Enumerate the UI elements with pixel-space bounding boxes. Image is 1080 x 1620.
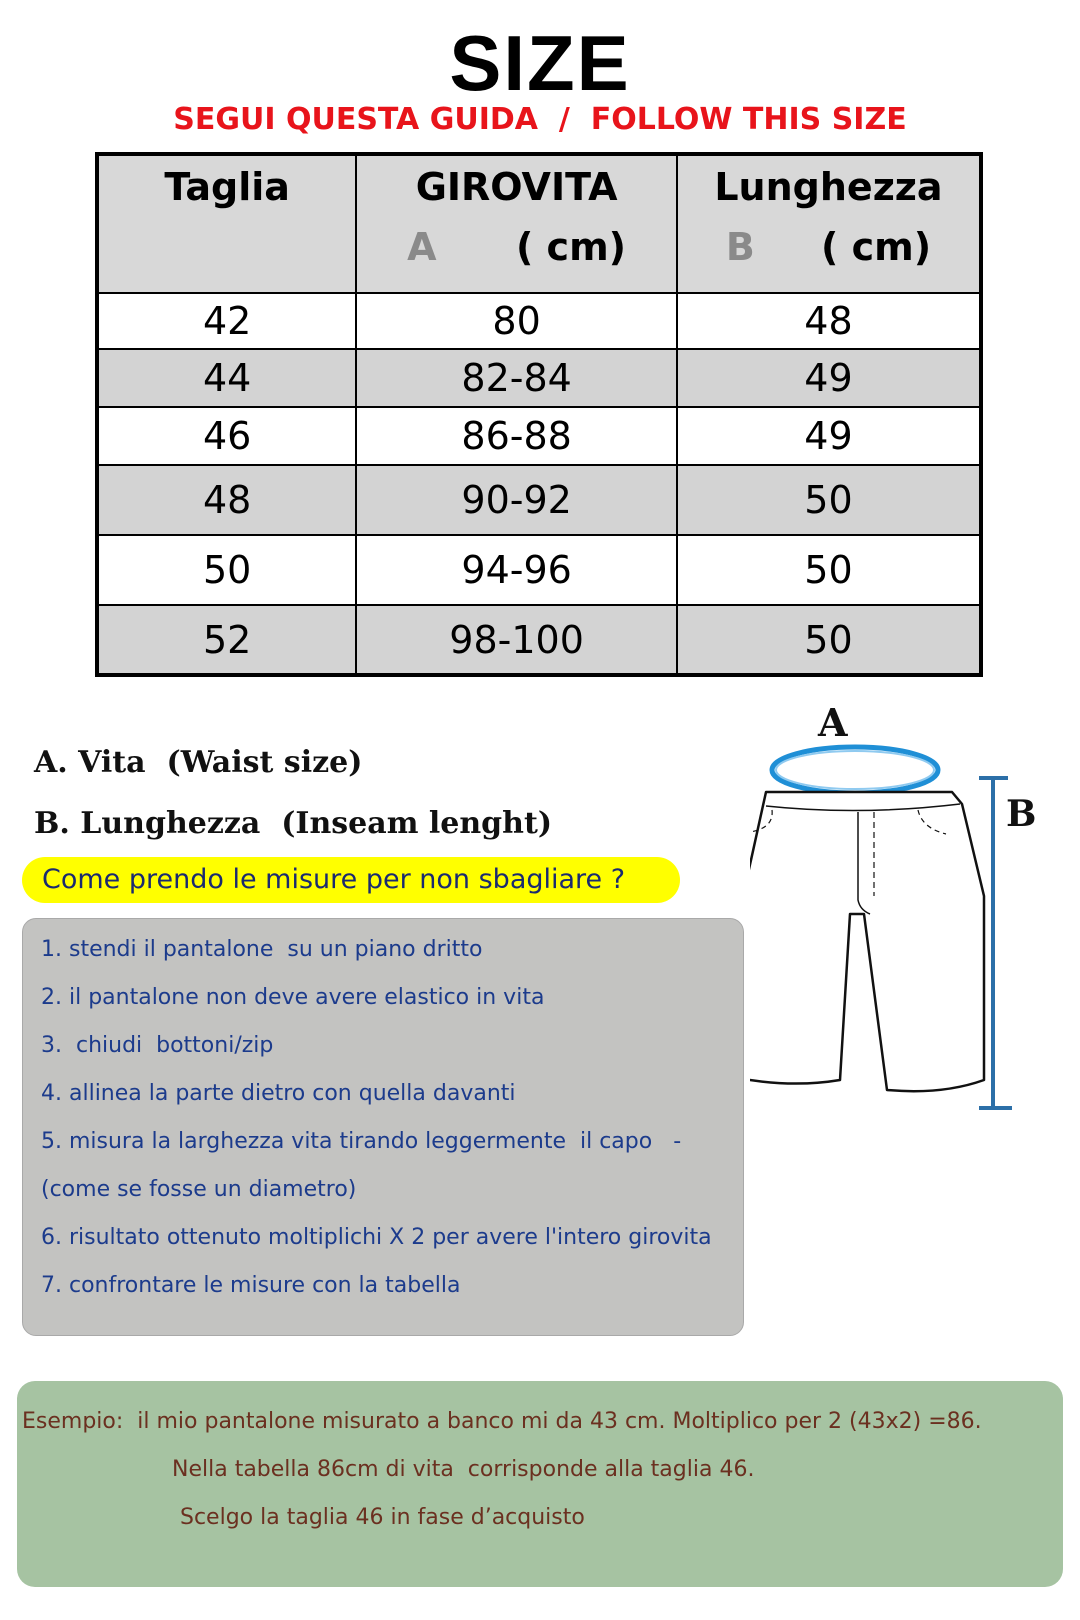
cell-size: 42 — [97, 293, 356, 349]
cell-length: 49 — [677, 407, 981, 465]
legend-waist: A. Vita (Waist size) — [34, 745, 363, 780]
page-title: SIZE — [449, 19, 631, 107]
cell-waist: 98-100 — [356, 605, 677, 675]
instruction-step: 7. confrontare le misure con la tabella — [41, 1273, 461, 1298]
table-header-row — [97, 154, 981, 293]
instruction-step: 6. risultato ottenuto moltiplichi X 2 per avere l'intero girovita — [41, 1225, 712, 1250]
cell-size: 46 — [97, 407, 356, 465]
example-line: Nella tabella 86cm di vita corrisponde alla taglia 46. — [172, 1457, 755, 1482]
header-lunghezza-letter: B — [725, 225, 755, 269]
cell-length: 50 — [677, 465, 981, 535]
example-line: Esempio: il mio pantalone misurato a banco mi da 43 cm. Moltiplico per 2 (43x2) =86. — [22, 1409, 982, 1434]
cell-length: 48 — [677, 293, 981, 349]
example-line: Scelgo la taglia 46 in fase d’acquisto — [180, 1505, 585, 1530]
table-row — [97, 407, 981, 465]
page-subtitle: SEGUI QUESTA GUIDA / FOLLOW THIS SIZE — [173, 102, 907, 137]
shorts-diagram — [750, 700, 1080, 1140]
cell-size: 50 — [97, 535, 356, 605]
shorts-illustration — [750, 700, 1080, 1140]
header-lunghezza — [677, 154, 981, 293]
cell-length: 49 — [677, 349, 981, 407]
waist-ring-highlight — [776, 751, 934, 789]
legend-length: B. Lunghezza (Inseam lenght) — [34, 806, 553, 841]
cell-length: 50 — [677, 535, 981, 605]
table-row — [97, 605, 981, 675]
table-row — [97, 293, 981, 349]
instructions-panel — [22, 918, 744, 1336]
instruction-step: 3. chiudi bottoni/zip — [41, 1033, 274, 1058]
cell-waist: 82-84 — [356, 349, 677, 407]
cell-waist: 80 — [356, 293, 677, 349]
header-girovita — [356, 154, 677, 293]
instruction-step: 1. stendi il pantalone su un piano dritto — [41, 937, 483, 962]
table-row — [97, 535, 981, 605]
example-panel — [17, 1381, 1063, 1587]
label-a: A — [818, 700, 848, 745]
header-lunghezza-unit: ( cm) — [820, 225, 932, 269]
label-b: B — [1006, 793, 1037, 835]
instruction-step: 4. allinea la parte dietro con quella davanti — [41, 1081, 516, 1106]
instruction-step: 2. il pantalone non deve avere elastico in vita — [41, 985, 545, 1010]
cell-size: 48 — [97, 465, 356, 535]
waist-ring-icon — [772, 747, 938, 793]
cell-waist: 86-88 — [356, 407, 677, 465]
measure-question-banner: Come prendo le misure per non sbagliare ? — [22, 857, 680, 903]
header-taglia-label: Taglia — [164, 165, 290, 209]
instruction-step: (come se fosse un diametro) — [41, 1177, 357, 1202]
instruction-step: 5. misura la larghezza vita tirando leggermente il capo - — [41, 1129, 682, 1154]
table-row — [97, 349, 981, 407]
cell-size: 44 — [97, 349, 356, 407]
header-girovita-unit: ( cm) — [515, 225, 627, 269]
cell-waist: 90-92 — [356, 465, 677, 535]
cell-waist: 94-96 — [356, 535, 677, 605]
header-girovita-letter: A — [407, 225, 437, 269]
header-lunghezza-label: Lunghezza — [714, 165, 943, 209]
header-taglia — [97, 154, 356, 293]
shorts-outline-icon — [750, 792, 984, 1091]
cell-length: 50 — [677, 605, 981, 675]
table-row — [97, 465, 981, 535]
size-table — [95, 152, 983, 677]
cell-size: 52 — [97, 605, 356, 675]
header-girovita-label: GIROVITA — [415, 165, 618, 209]
